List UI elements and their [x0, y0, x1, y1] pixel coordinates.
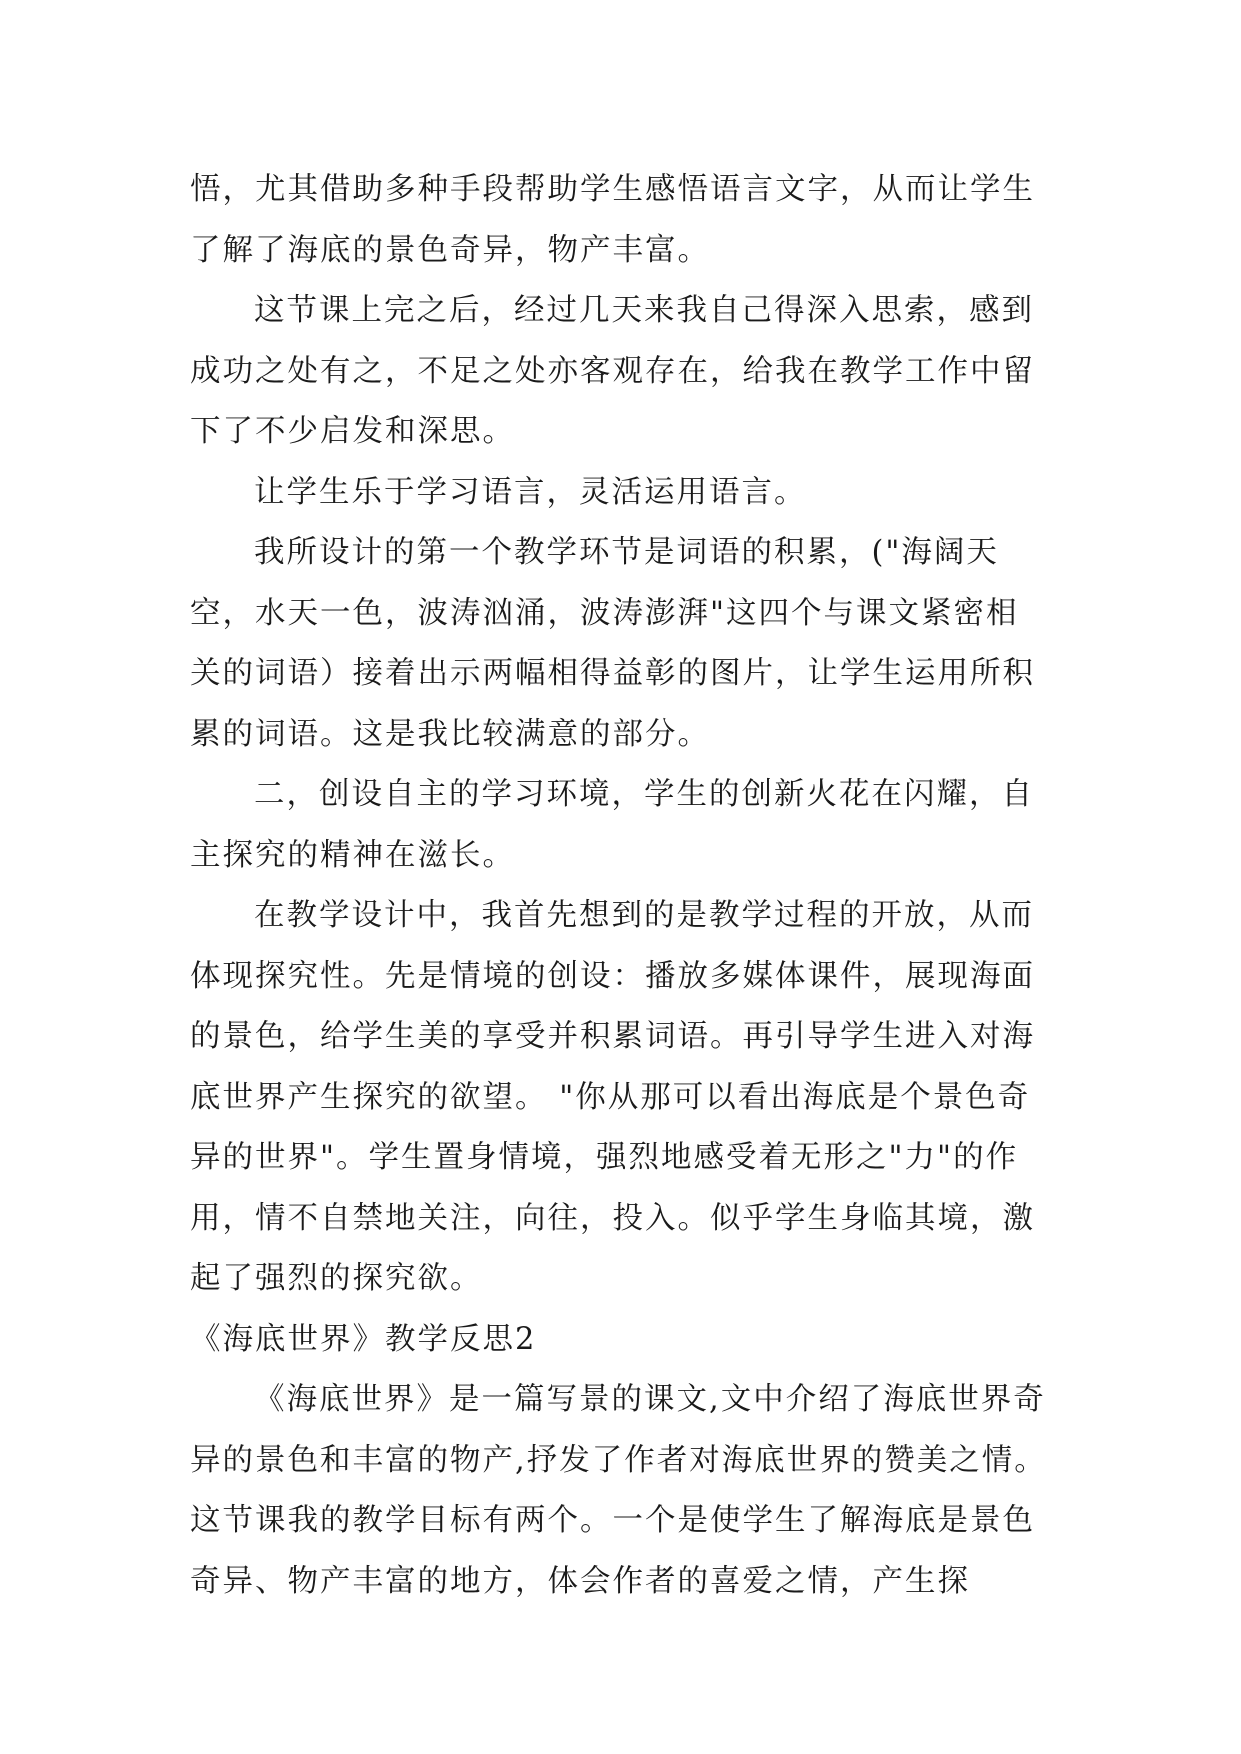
- section-heading: 《海底世界》教学反思2: [190, 1321, 537, 1357]
- paragraph-6: 在教学设计中，我首先想到的是教学过程的开放，从而体现探究性。先是情境的创设：播放多媒体课件，展现海面的景色，给学生美的享受并积累词语。再引导学生进入对海底世界产生探究的欲望。 "你从那可以看出海底是个景色奇异的世界"。学生置身情境，强烈地感受着无形之"力"的作用，情不自禁地关注，向往，投入。似乎学生身临其境，激起了强烈的探究欲。: [190, 898, 1035, 1296]
- paragraph-4: 我所设计的第一个教学环节是词语的积累，("海阔天空，水天一色，波涛汹涌，波涛澎湃"这四个与课文紧密相关的词语）接着出示两幅相得益彰的图片，让学生运用所积累的词语。这是我比较满意的部分。: [190, 535, 1035, 752]
- paragraph-2: 这节课上完之后，经过几天来我自己得深入思索，感到成功之处有之，不足之处亦客观存在，给我在教学工作中留下了不少启发和深思。: [190, 293, 1035, 449]
- paragraph-5: 二，创设自主的学习环境，学生的创新火花在闪耀，自主探究的精神在滋长。: [190, 777, 1034, 873]
- document-body: [190, 160, 1050, 1612]
- paragraph-1: 悟，尤其借助多种手段帮助学生感悟语言文字，从而让学生了解了海底的景色奇异，物产丰富。: [190, 172, 1035, 268]
- paragraph-3: 让学生乐于学习语言，灵活运用语言。: [254, 474, 807, 510]
- paragraph-7: 《海底世界》是一篇写景的课文,文中介绍了海底世界奇异的景色和丰富的物产,抒发了作者对海底世界的赞美之情。这节课我的教学目标有两个。一个是使学生了解海底是景色奇异、物产丰富的地方，体会作者的喜爱之情，产生探: [190, 1382, 1047, 1599]
